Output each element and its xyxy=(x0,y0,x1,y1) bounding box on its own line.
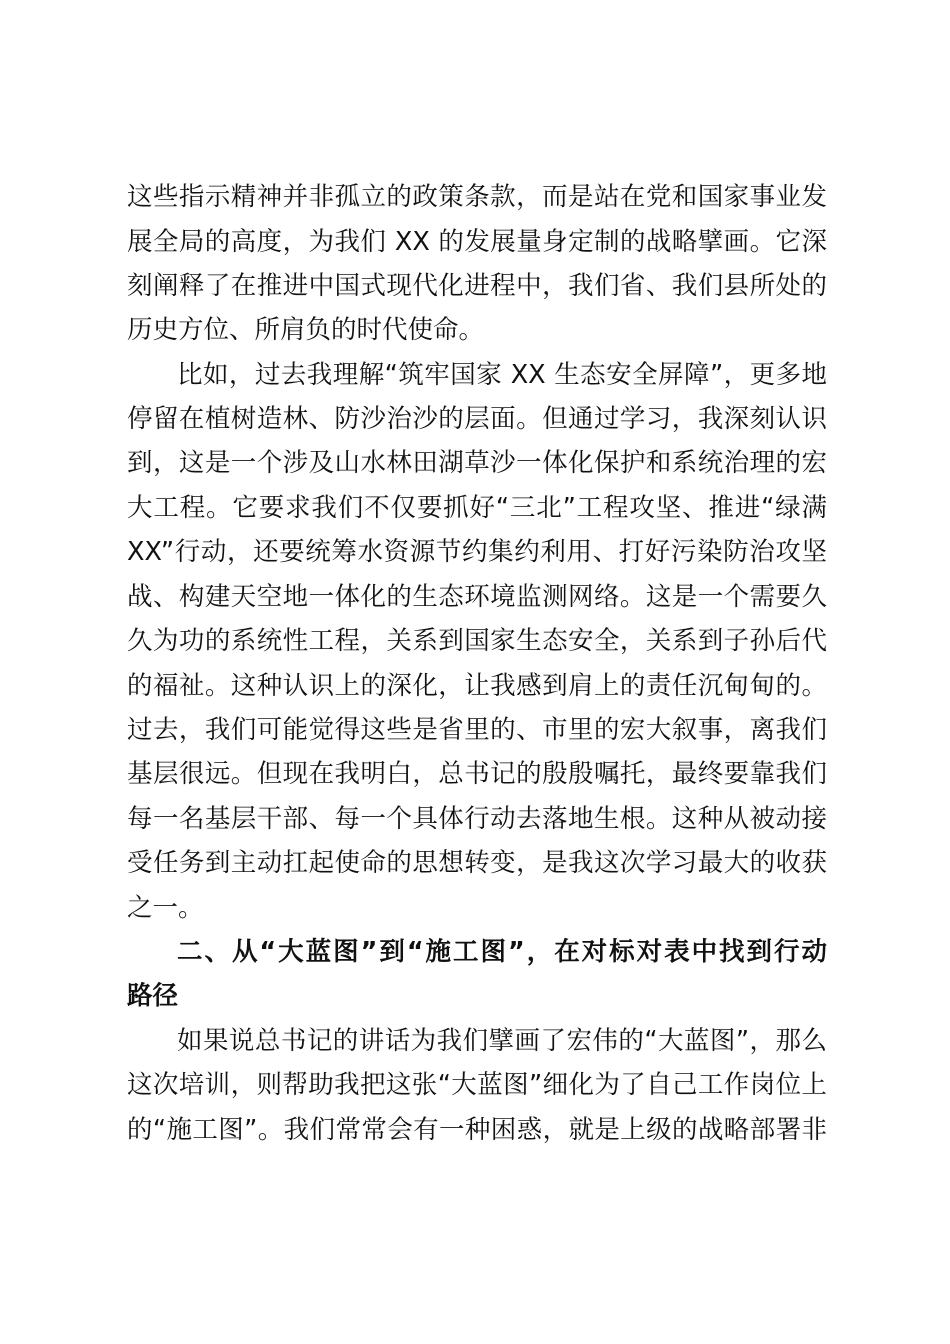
paragraph-line: 战、构建天空地一体化的生态环境监测网络。这是一个需要久 xyxy=(127,582,827,612)
paragraph-line: 大工程。它要求我们不仅要抓好“三北”工程攻坚、推进“绿满 xyxy=(127,493,827,523)
paragraph-line: 之一。 xyxy=(127,893,204,923)
paragraph-line: 的福祉。这种认识上的深化，让我感到肩上的责任沉甸甸的。 xyxy=(127,671,827,701)
paragraph-line: 如果说总书记的讲话为我们擘画了宏伟的“大蓝图”，那么 xyxy=(177,1026,827,1056)
paragraph-line: 停留在植树造林、防沙治沙的层面。但通过学习，我深刻认识 xyxy=(127,404,827,434)
paragraph-line: 基层很远。但现在我明白，总书记的殷殷嘱托，最终要靠我们 xyxy=(127,759,827,789)
paragraph-line: 展全局的高度，为我们 XX 的发展量身定制的战略擘画。它深 xyxy=(127,227,827,257)
paragraph-line: 这些指示精神并非孤立的政策条款，而是站在党和国家事业发 xyxy=(127,182,827,212)
paragraph-line: 过去，我们可能觉得这些是省里的、市里的宏大叙事，离我们 xyxy=(127,715,827,745)
paragraph-line: 的“施工图”。我们常常会有一种困惑，就是上级的战略部署非 xyxy=(127,1115,827,1145)
section-heading: 二、从“大蓝图”到“施工图”，在对标对表中找到行动 xyxy=(177,937,827,967)
paragraph-line: 历史方位、所肩负的时代使命。 xyxy=(127,315,485,345)
paragraph-line: 这次培训，则帮助我把这张“大蓝图”细化为了自己工作岗位上 xyxy=(127,1070,827,1100)
paragraph-line: 久为功的系统性工程，关系到国家生态安全，关系到子孙后代 xyxy=(127,626,827,656)
paragraph-line: 到，这是一个涉及山水林田湖草沙一体化保护和系统治理的宏 xyxy=(127,448,827,478)
paragraph-line: 刻阐释了在推进中国式现代化进程中，我们省、我们县所处的 xyxy=(127,271,827,301)
section-heading: 路径 xyxy=(127,981,179,1011)
paragraph-line: XX”行动，还要统筹水资源节约集约利用、打好污染防治攻坚 xyxy=(127,537,827,567)
paragraph-line: 比如，过去我理解“筑牢国家 XX 生态安全屏障”，更多地 xyxy=(177,360,827,390)
paragraph-line: 受任务到主动扛起使命的思想转变，是我这次学习最大的收获 xyxy=(127,848,827,878)
paragraph-line: 每一名基层干部、每一个具体行动去落地生根。这种从被动接 xyxy=(127,804,827,834)
